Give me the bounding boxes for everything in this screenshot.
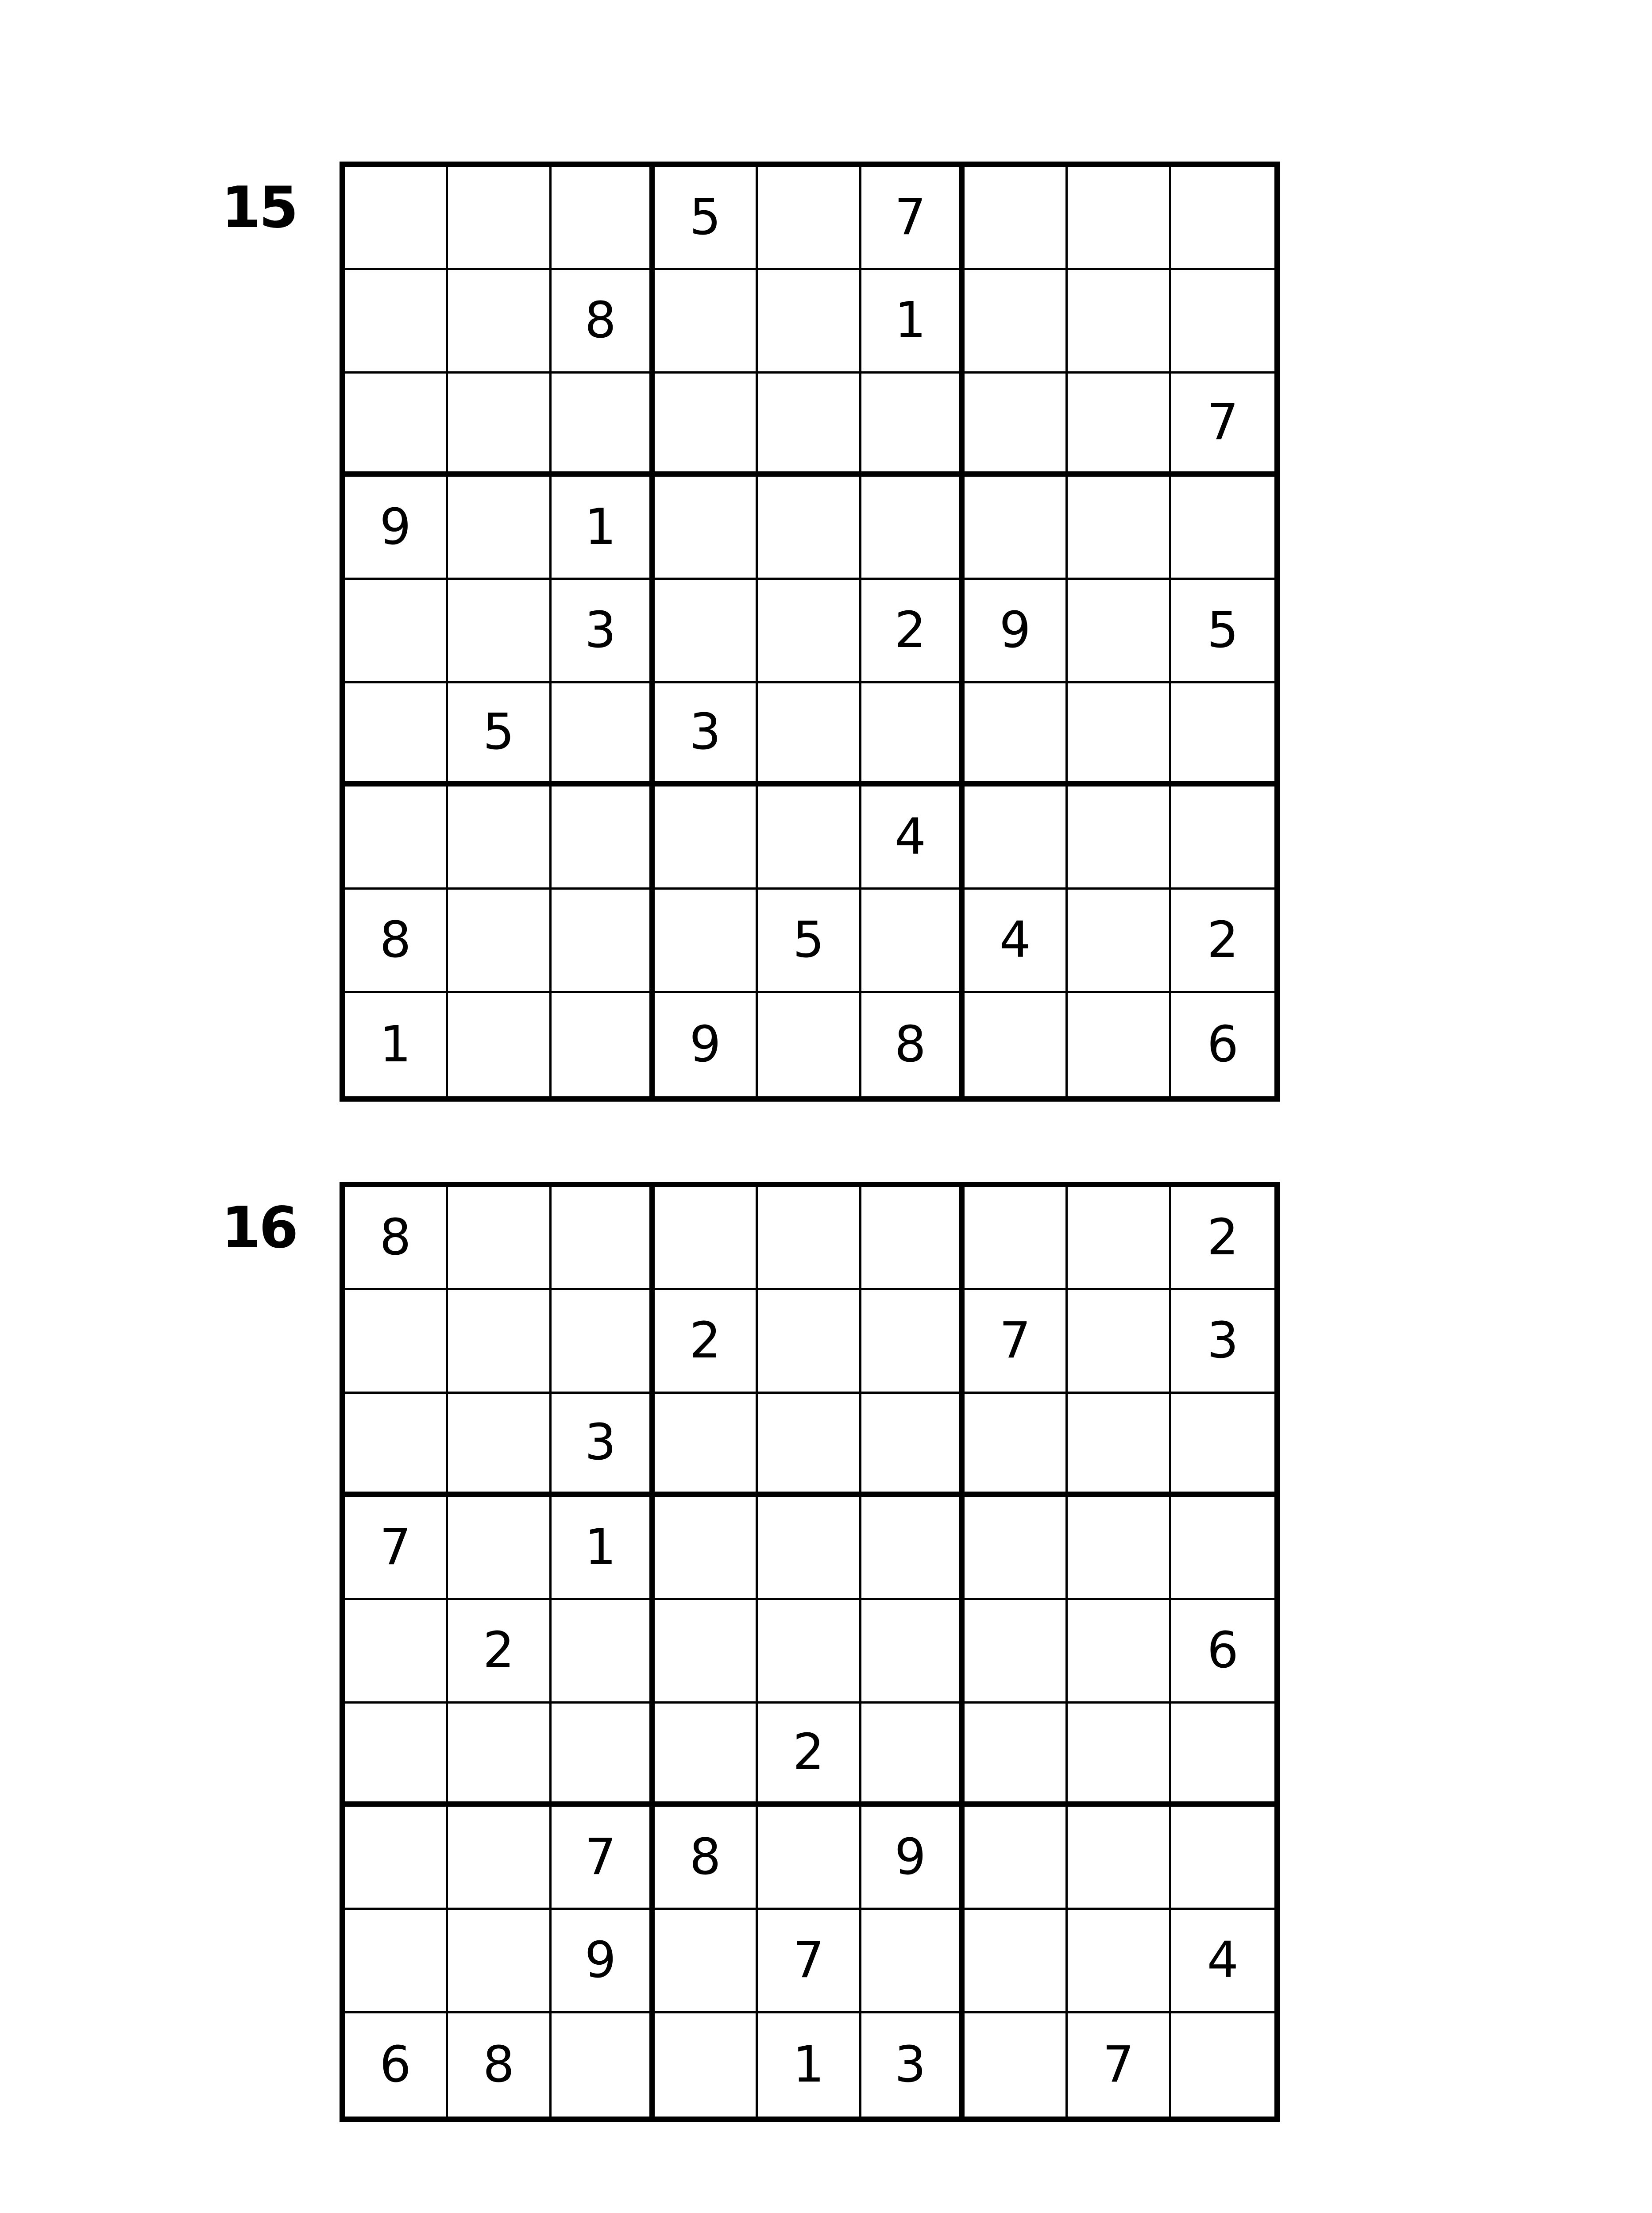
- empty-cell[interactable]: [1068, 1600, 1171, 1703]
- empty-cell[interactable]: [758, 993, 861, 1096]
- empty-cell[interactable]: [1171, 1704, 1274, 1807]
- empty-cell[interactable]: [345, 787, 448, 890]
- empty-cell[interactable]: [758, 270, 861, 373]
- empty-cell[interactable]: [1068, 1807, 1171, 1910]
- empty-cell[interactable]: [861, 890, 965, 993]
- given-cell: 7: [345, 1497, 448, 1600]
- empty-cell[interactable]: [345, 1704, 448, 1807]
- given-cell: 1: [552, 477, 655, 580]
- empty-cell[interactable]: [345, 683, 448, 787]
- given-cell: 7: [552, 1807, 655, 1910]
- empty-cell[interactable]: [552, 374, 655, 477]
- empty-cell[interactable]: [758, 580, 861, 683]
- empty-cell[interactable]: [965, 1704, 1068, 1807]
- given-cell: 6: [1207, 1016, 1239, 1074]
- given-cell: 9: [861, 1807, 965, 1910]
- empty-cell[interactable]: [655, 580, 758, 683]
- given-cell: 6: [345, 2013, 448, 2117]
- given-cell: 9: [345, 477, 448, 580]
- given-cell: 5: [1171, 580, 1274, 683]
- empty-cell[interactable]: [1068, 1704, 1171, 1807]
- empty-cell[interactable]: [1068, 890, 1171, 993]
- empty-cell[interactable]: [448, 1497, 551, 1600]
- given-cell: 4: [861, 787, 965, 890]
- empty-cell[interactable]: [1068, 167, 1171, 270]
- given-cell: 4: [1171, 1910, 1274, 2013]
- empty-cell[interactable]: [1068, 683, 1171, 787]
- given-cell: 3: [552, 1394, 655, 1497]
- empty-cell[interactable]: [1068, 1394, 1171, 1497]
- empty-cell[interactable]: [448, 890, 551, 993]
- empty-cell[interactable]: [1171, 1497, 1274, 1600]
- empty-cell[interactable]: [345, 1600, 448, 1703]
- given-cell: 3: [861, 2013, 965, 2117]
- given-cell: 5: [655, 167, 758, 270]
- empty-cell[interactable]: [448, 1394, 551, 1497]
- empty-cell[interactable]: [552, 1290, 655, 1393]
- empty-cell[interactable]: [655, 1600, 758, 1703]
- given-cell: 2: [448, 1600, 551, 1703]
- empty-cell[interactable]: [758, 477, 861, 580]
- empty-cell[interactable]: [655, 787, 758, 890]
- empty-cell[interactable]: [655, 477, 758, 580]
- empty-cell[interactable]: [448, 270, 551, 373]
- empty-cell[interactable]: [861, 1704, 965, 1807]
- empty-cell[interactable]: [1171, 1394, 1274, 1497]
- empty-cell[interactable]: [1171, 477, 1274, 580]
- empty-cell[interactable]: [758, 683, 861, 787]
- empty-cell[interactable]: [448, 1187, 551, 1290]
- empty-cell[interactable]: [448, 167, 551, 270]
- empty-cell[interactable]: [655, 270, 758, 373]
- empty-cell[interactable]: [861, 374, 965, 477]
- empty-cell[interactable]: [552, 1187, 655, 1290]
- empty-cell[interactable]: [861, 1600, 965, 1703]
- empty-cell[interactable]: [655, 890, 758, 993]
- given-cell: 1: [345, 993, 448, 1096]
- given-cell: 8: [448, 2013, 551, 2117]
- empty-cell[interactable]: [758, 1600, 861, 1703]
- given-cell: 8: [345, 1187, 448, 1290]
- empty-cell[interactable]: [758, 1807, 861, 1910]
- empty-cell[interactable]: [965, 683, 1068, 787]
- empty-cell[interactable]: [345, 1807, 448, 1910]
- given-cell: 4: [965, 890, 1068, 993]
- empty-cell[interactable]: [965, 787, 1068, 890]
- empty-cell[interactable]: [1068, 993, 1171, 1096]
- empty-cell[interactable]: [1068, 1290, 1171, 1393]
- given-cell: 1: [861, 270, 965, 373]
- given-cell: 2: [1171, 1187, 1274, 1290]
- empty-cell[interactable]: [1068, 1187, 1171, 1290]
- empty-cell[interactable]: [965, 167, 1068, 270]
- empty-cell[interactable]: [655, 374, 758, 477]
- given-cell: 3: [655, 683, 758, 787]
- empty-cell[interactable]: [552, 1600, 655, 1703]
- empty-cell[interactable]: [758, 1187, 861, 1290]
- empty-cell[interactable]: [448, 1704, 551, 1807]
- given-cell: 7: [965, 1290, 1068, 1393]
- empty-cell[interactable]: [965, 1187, 1068, 1290]
- empty-cell[interactable]: [552, 787, 655, 890]
- given-cell: 2: [655, 1290, 758, 1393]
- empty-cell[interactable]: [345, 1394, 448, 1497]
- given-cell: 8: [861, 993, 965, 1096]
- empty-cell[interactable]: [448, 1290, 551, 1393]
- empty-cell[interactable]: [345, 1290, 448, 1393]
- empty-cell[interactable]: [1068, 580, 1171, 683]
- empty-cell[interactable]: [1068, 787, 1171, 890]
- empty-cell[interactable]: [655, 1394, 758, 1497]
- empty-cell[interactable]: [965, 1910, 1068, 2013]
- empty-cell[interactable]: [448, 1910, 551, 2013]
- given-cell: 7: [1068, 2013, 1171, 2117]
- given-cell: 5: [758, 890, 861, 993]
- empty-cell[interactable]: [758, 1394, 861, 1497]
- empty-cell[interactable]: [965, 1394, 1068, 1497]
- empty-cell[interactable]: [655, 1187, 758, 1290]
- empty-cell[interactable]: [965, 270, 1068, 373]
- empty-cell[interactable]: [861, 683, 965, 787]
- empty-cell[interactable]: [1068, 1910, 1171, 2013]
- empty-cell[interactable]: [1171, 787, 1274, 890]
- given-cell: 3: [1171, 1290, 1274, 1393]
- given-cell: 8: [655, 1807, 758, 1910]
- empty-cell[interactable]: [861, 477, 965, 580]
- empty-cell[interactable]: [758, 167, 861, 270]
- given-cell: 2: [758, 1704, 861, 1807]
- empty-cell[interactable]: [965, 1600, 1068, 1703]
- given-cell: 1: [758, 2013, 861, 2117]
- empty-cell[interactable]: [655, 1910, 758, 2013]
- empty-cell[interactable]: [861, 1497, 965, 1600]
- empty-cell[interactable]: [1068, 374, 1171, 477]
- given-cell: 9: [965, 580, 1068, 683]
- empty-cell[interactable]: [758, 1497, 861, 1600]
- given-cell: 9: [552, 1910, 655, 2013]
- given-cell: 9: [655, 993, 758, 1096]
- sudoku-grid-16: [340, 1182, 1280, 2122]
- puzzle-number-15: 15: [221, 175, 297, 241]
- empty-cell[interactable]: [552, 890, 655, 993]
- empty-cell[interactable]: [1171, 683, 1274, 787]
- empty-cell[interactable]: [448, 580, 551, 683]
- empty-cell[interactable]: [861, 1910, 965, 2013]
- empty-cell[interactable]: [965, 1497, 1068, 1600]
- empty-cell[interactable]: [1171, 2013, 1274, 2117]
- empty-cell[interactable]: [758, 1290, 861, 1393]
- empty-cell[interactable]: [655, 1497, 758, 1600]
- empty-cell[interactable]: [965, 2013, 1068, 2117]
- empty-cell[interactable]: [448, 1807, 551, 1910]
- given-cell: 6: [1171, 1600, 1274, 1703]
- given-cell: 8: [345, 890, 448, 993]
- empty-cell[interactable]: [1068, 1497, 1171, 1600]
- empty-cell[interactable]: [861, 1394, 965, 1497]
- empty-cell[interactable]: [552, 1704, 655, 1807]
- empty-cell[interactable]: [1171, 270, 1274, 373]
- puzzle-number-16: 16: [221, 1195, 297, 1261]
- empty-cell[interactable]: [1068, 477, 1171, 580]
- given-cell: 5: [448, 683, 551, 787]
- given-cell: 1: [552, 1497, 655, 1600]
- empty-cell[interactable]: [345, 580, 448, 683]
- empty-cell[interactable]: [655, 2013, 758, 2117]
- empty-cell[interactable]: [965, 477, 1068, 580]
- empty-cell[interactable]: [345, 1910, 448, 2013]
- empty-cell[interactable]: [965, 1807, 1068, 1910]
- empty-cell[interactable]: [1171, 1807, 1274, 1910]
- empty-cell[interactable]: [552, 2013, 655, 2117]
- empty-cell[interactable]: [448, 477, 551, 580]
- given-cell: 3: [552, 580, 655, 683]
- given-cell: 8: [552, 270, 655, 373]
- empty-cell[interactable]: [861, 1290, 965, 1393]
- given-cell: 2: [861, 580, 965, 683]
- empty-cell[interactable]: [345, 374, 448, 477]
- empty-cell[interactable]: [861, 1187, 965, 1290]
- empty-cell[interactable]: [965, 993, 1068, 1096]
- empty-cell[interactable]: [655, 1704, 758, 1807]
- sudoku-grid-15: [340, 162, 1280, 1102]
- empty-cell[interactable]: [448, 787, 551, 890]
- empty-cell[interactable]: [758, 374, 861, 477]
- empty-cell[interactable]: [345, 270, 448, 373]
- empty-cell[interactable]: [448, 374, 551, 477]
- empty-cell[interactable]: [552, 683, 655, 787]
- empty-cell[interactable]: [448, 993, 551, 1096]
- given-cell: 7: [861, 167, 965, 270]
- given-cell: 2: [1171, 890, 1274, 993]
- empty-cell[interactable]: [1171, 167, 1274, 270]
- empty-cell[interactable]: [758, 787, 861, 890]
- empty-cell[interactable]: [1068, 270, 1171, 373]
- empty-cell[interactable]: [345, 167, 448, 270]
- empty-cell[interactable]: [552, 993, 655, 1096]
- empty-cell[interactable]: [552, 167, 655, 270]
- given-cell: 7: [1171, 374, 1274, 477]
- empty-cell[interactable]: [965, 374, 1068, 477]
- given-cell: 7: [758, 1910, 861, 2013]
